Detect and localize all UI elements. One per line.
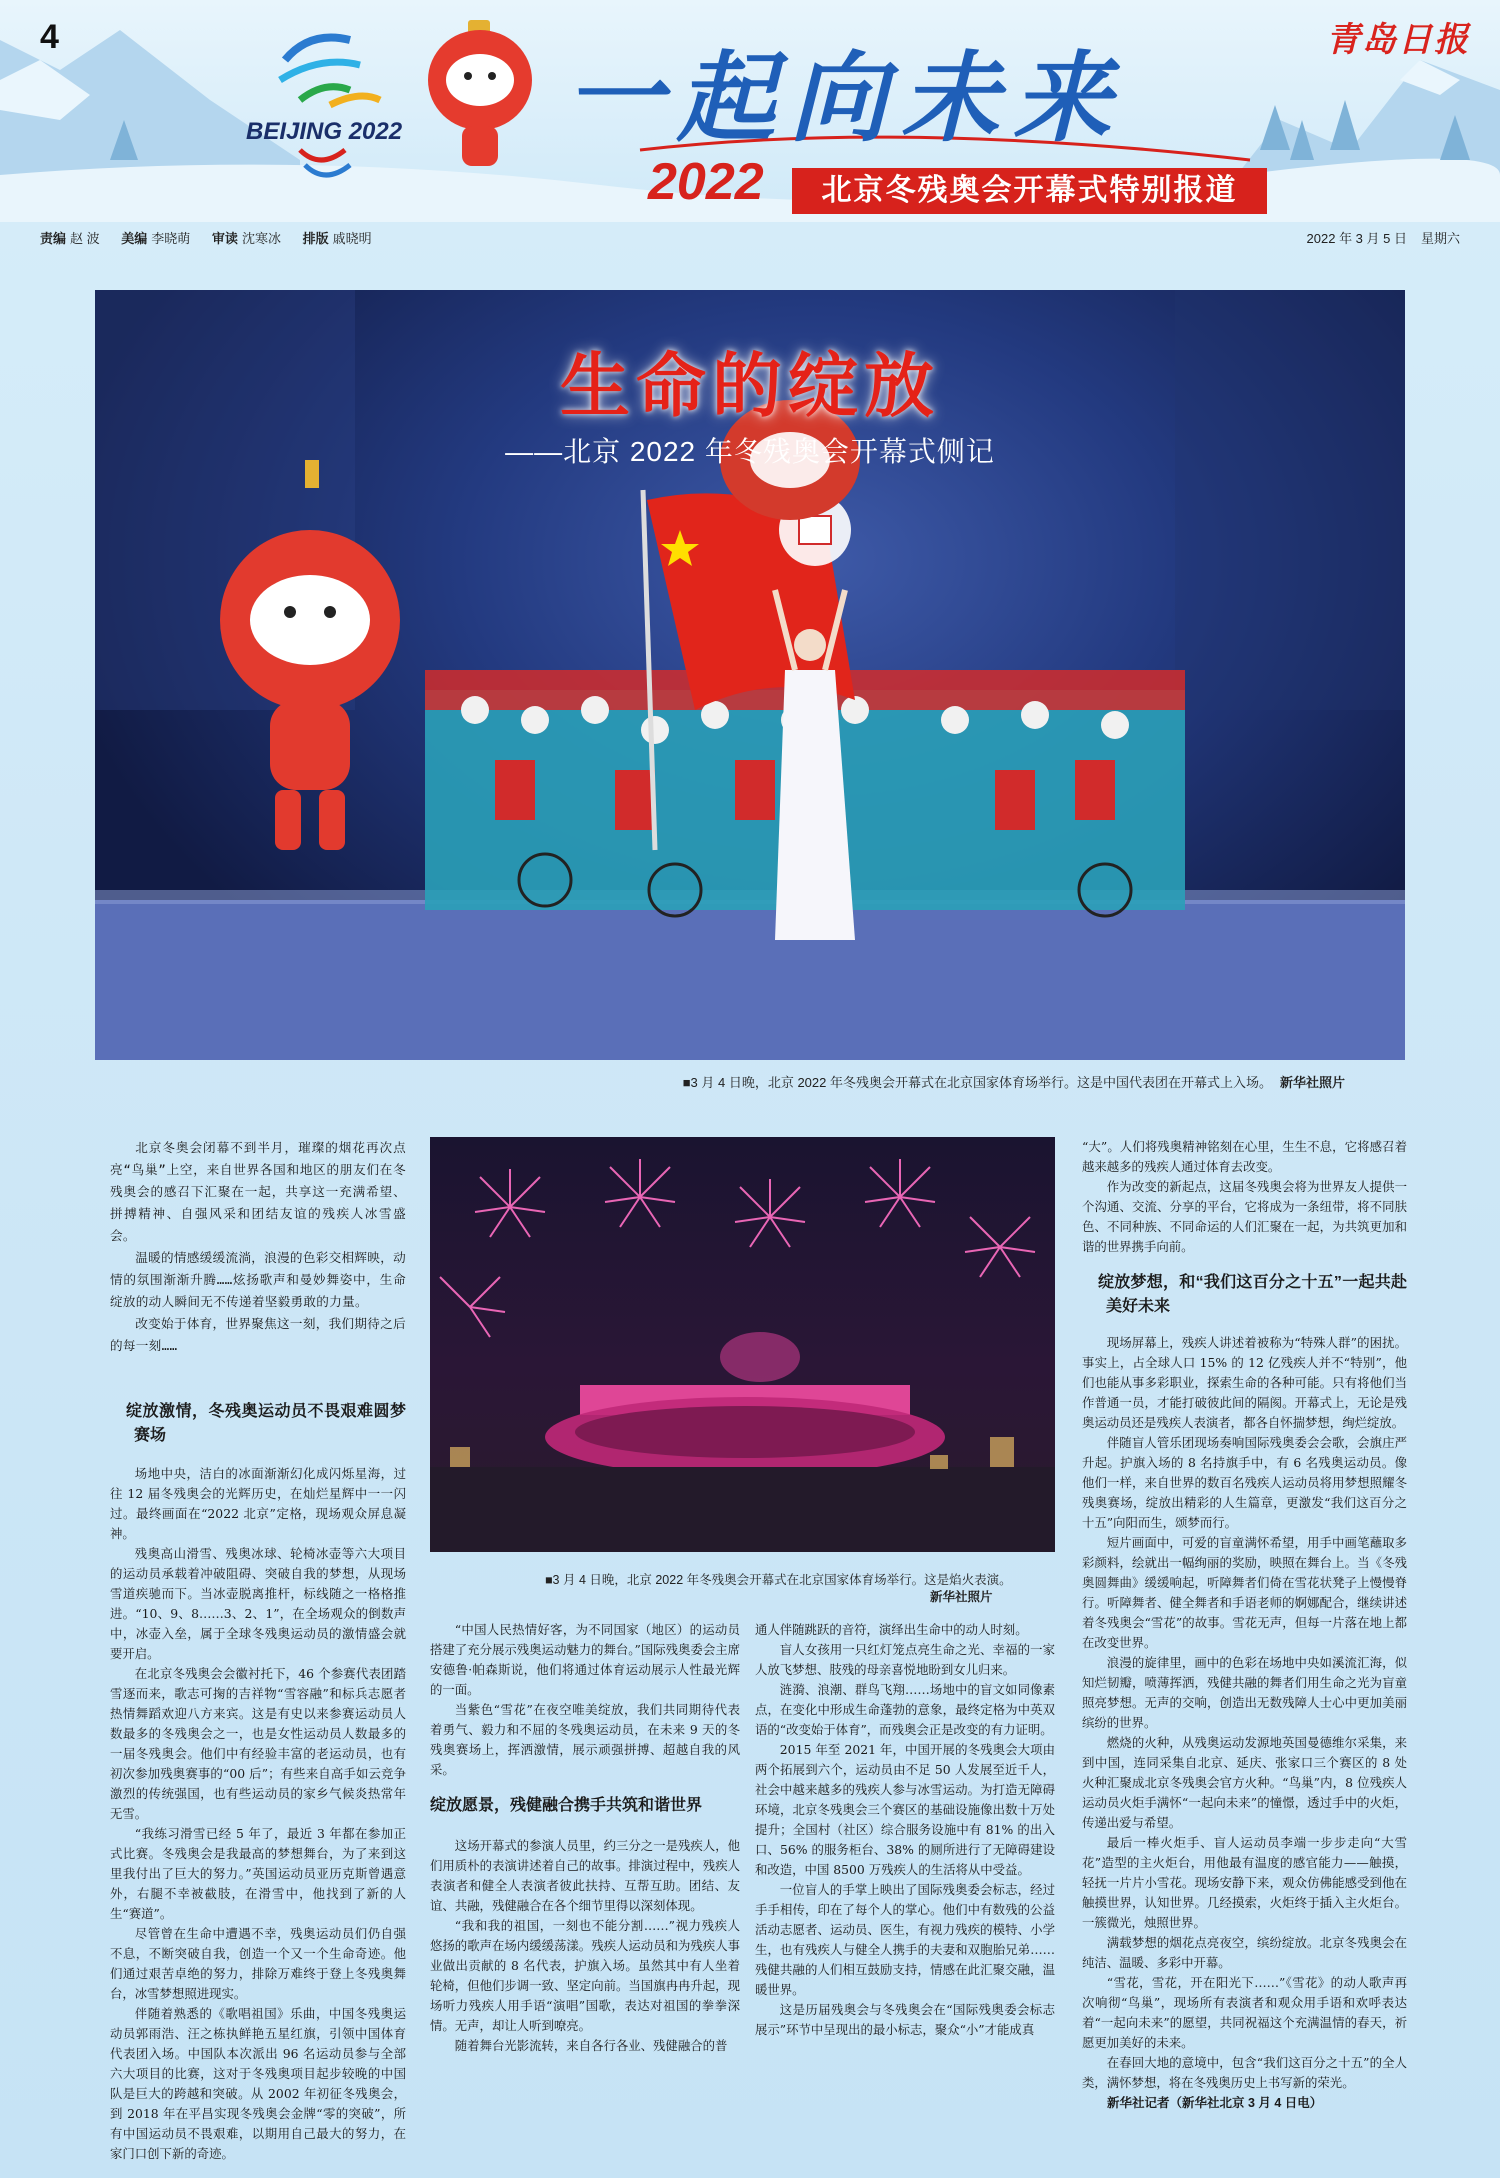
paragraph: 这是历届残奥会与冬残奥会在“国际残奥委会标志展示”环节中呈现出的最小标志，聚众“小”才能成真 bbox=[755, 2002, 1055, 2037]
mascot-lantern-icon bbox=[428, 20, 532, 166]
special-report-banner: 北京冬残奥会开幕式特别报道 bbox=[792, 168, 1267, 214]
staff-name: 赵 波 bbox=[70, 231, 100, 246]
paragraph: 一位盲人的手掌上映出了国际残奥委会标志，经过手手相传，印在了每个人的掌心。他们中有数残的公益活动志愿者、运动员、医生，有视力残疾的模特、小学生，也有残疾人与健全人携手的夫妻和双胞胎兄弟……残健共融的人们相互鼓励支持，情感在此汇聚交融，温暖世界。 bbox=[755, 1882, 1055, 1997]
main-photo-ceremony bbox=[95, 290, 1405, 1060]
paragraph: “中国人民热情好客，为不同国家（地区）的运动员搭建了充分展示残奥运动魅力的舞台。”国际残奥委会主席安德鲁·帕森斯说，他们将通过体育运动展示人性最光辉的一面。 bbox=[430, 1622, 740, 1697]
article-column-3 bbox=[755, 1620, 1055, 2040]
article-column-4 bbox=[1082, 1137, 1407, 2113]
paragraph: 浪漫的旋律里，画中的色彩在场地中央如溪流汇海，似知烂韧瓣，喷薄挥洒，残健共融的舞者们用生命之光为盲童照亮梦想。无声的交响，创造出无数残障人士心中更加美丽缤纷的世界。 bbox=[1082, 1655, 1407, 1730]
paragraph: 盲人女孩用一只红灯笼点亮生命之光、幸福的一家人放飞梦想、肢残的母亲喜悦地盼到女儿归来。 bbox=[755, 1642, 1055, 1677]
firework-photo-caption: ■3 月 4 日晚，北京 2022 年冬残奥会开幕式在北京国家体育场举行。这是焰火表演。 bbox=[545, 1573, 1012, 1587]
staff-name: 沈寒冰 bbox=[241, 231, 281, 246]
paragraph: 伴随着熟悉的《歌唱祖国》乐曲，中国冬残奥运动员郭雨浩、汪之栋执鲜艳五星红旗，引领中国体育代表团入场。中国队本次派出 96 名运动员参与全部六大项目的比赛，这对于冬残奥项目起步较晚的中国队是巨大的跨越和突破。从 2002 年初征冬残奥会，到 2018 年在平昌实现冬残奥会金牌“零的突破”，所有中国运动员不畏艰难，以期用自己最大的努力，在家门口创下新的奇迹。 bbox=[110, 2006, 406, 2161]
section-heading: 绽放梦想，和“我们这百分之十五”一起共赴美好未来 bbox=[1098, 1274, 1407, 1315]
section-title: 一起向未来 bbox=[565, 41, 1126, 156]
firework-photo-credit: 新华社照片 bbox=[930, 1590, 993, 1604]
staff-role: 排版 bbox=[302, 231, 329, 246]
paragraph: 短片画面中，可爱的盲童满怀希望，用手中画笔蘸取多彩颜料，绘就出一幅绚丽的奖励，映照在舞台上。当《冬残奥圆舞曲》缓缓响起，听障舞者们倚在雪花状凳子上慢慢脊行。听障舞者、健全舞者和手语老师的婀娜配合，继续讲述着冬残奥会“雪花”的故事。雪花无声，但每一片落在地上都在改变世界。 bbox=[1082, 1535, 1407, 1650]
paragraph: 燃烧的火种，从残奥运动发源地英国曼德维尔采集，来到中国，连同采集自北京、延庆、张家口三个赛区的 8 处火种汇聚成北京冬残奥会官方火种。“鸟巢”内，8 位残疾人运动员火炬手满怀“一起向未来”的憧憬，透过手中的火炬，传递出爱与希望。 bbox=[1082, 1735, 1407, 1830]
paragraph: 在北京冬残奥会会徽衬托下，46 个参赛代表团踏雪逐而来，歌志可掬的吉祥物“雪容融”和标兵志愿者热情舞蹈欢迎八方来宾。这是有史以来参赛运动员人数最多的冬残奥会之一，也是女性运动员人数最多的一届冬残奥会。他们中有经验丰富的老运动员，也有初次参加残奥赛事的“00 后”；有些来自高手如云竞争激烈的传统强国，也有些运动员的家乡气候炎热常年无雪。 bbox=[110, 1666, 406, 1821]
paragraph: 涟漪、浪潮、群鸟飞翔……场地中的盲文如同像素点，在变化中形成生命蓬勃的意象，最终定格为中英双语的“改变始于体育”，而残奥会正是改变的有力证明。 bbox=[755, 1682, 1055, 1737]
paragraph: 残奥高山滑雪、残奥冰球、轮椅冰壶等六大项目的运动员承载着冲破阻碍、突破自我的梦想，从现场雪道疾驰而下。当冰壶脱离推杆，标线随之一格格推进。“10、9、8……3、2、1”，在全场观众的倒数声中，冰壶入垒，属于全球冬残奥运动员的激情盛会就要开启。 bbox=[110, 1546, 406, 1661]
paragraph: 当紫色“雪花”在夜空唯美绽放，我们共同期待代表着勇气、毅力和不屈的冬残奥运动员，在未来 9 天的冬残奥赛场上，挥洒激情，展示顽强拼搏、超越自我的风采。 bbox=[430, 1702, 740, 1777]
staff-role: 审读 bbox=[211, 231, 238, 246]
paragraph: 满载梦想的烟花点亮夜空，缤纷绽放。北京冬残奥会在纯洁、温暖、多彩中开幕。 bbox=[1082, 1935, 1407, 1970]
staff-credits bbox=[40, 228, 390, 247]
paragraph: “我练习滑雪已经 5 年了，最近 3 年都在参加正式比赛。冬残奥会是我最高的梦想舞台，为了来到这里我付出了巨大的努力。”英国运动员亚历克斯曾遇意外，右腿不幸被截肢，在滑雪中，他找到了新的人生“赛道”。 bbox=[110, 1826, 406, 1921]
staff-role: 美编 bbox=[121, 231, 148, 246]
stage-floor bbox=[95, 900, 1405, 1060]
smoke-cloud bbox=[720, 1332, 800, 1382]
article-intro bbox=[110, 1137, 406, 1357]
date-text: 2022 年 3 月 5 日 bbox=[1306, 231, 1407, 246]
firework-photo bbox=[430, 1137, 1055, 1552]
paragraph: 2015 年至 2021 年，中国开展的冬残奥会大项由两个拓展到六个，运动员由不足 50 人发展至近千人，社会中越来越多的残疾人参与冰雪运动。为打造无障碍环境，北京冬残奥会三个赛区的基础设施像出数十万处提升；全国村（社区）综合服务设施中有 81% 的出入口、56% 的服务柜台、38% 的厕所进行了无障碍建设和改造，中国 8500 万残疾人的生活将从中受益。 bbox=[755, 1742, 1055, 1877]
intro-paragraph: 北京冬奥会闭幕不到半月，璀璨的烟花再次点亮“鸟巢”上空，来自世界各国和地区的朋友们在冬残奥会的感召下汇聚在一起，共享这一充满希望、拼搏精神、自强风采和团结友谊的残疾人冰雪盛会。 bbox=[110, 1140, 406, 1243]
intro-paragraph: 改变始于体育，世界聚焦这一刻，我们期待之后的每一刻…… bbox=[110, 1316, 406, 1353]
fireworks-bursts bbox=[440, 1159, 1035, 1337]
firework-illustration bbox=[430, 1137, 1055, 1552]
issue-date bbox=[1293, 228, 1460, 247]
weekday-text: 星期六 bbox=[1420, 231, 1460, 246]
paragraph: 作为改变的新起点，这届冬残奥会将为世界友人提供一个沟通、交流、分享的平台，它将成为一条纽带，将不同肤色、不同种族、不同命运的人们汇聚在一起，为共筑更加和谐的世界携手向前。 bbox=[1082, 1179, 1407, 1254]
paragraph: “大”。人们将残奥精神铭刻在心里，生生不息，它将感召着越来越多的残疾人通过体育去改变。 bbox=[1082, 1139, 1407, 1174]
city-skyline bbox=[430, 1467, 1055, 1552]
masthead bbox=[0, 0, 1500, 222]
games-logo-text: BEIJING 2022 bbox=[246, 118, 403, 145]
staff-role: 责编 bbox=[40, 231, 67, 246]
article-headline: 生命的绽放 bbox=[560, 344, 940, 427]
article-column-2 bbox=[430, 1620, 740, 2056]
caption-text: ■3 月 4 日晚，北京 2022 年冬残奥会开幕式在北京国家体育场举行。这是中国代表团在开幕式上入场。 bbox=[682, 1075, 1272, 1090]
article-column-1 bbox=[110, 1400, 406, 2164]
paragraph: 最后一棒火炬手、盲人运动员李端一步步走向“大雪花”造型的主火炬台，用他最有温度的感官能力——触摸，轻抚一片片小雪花。现场安静下来，观众仿佛能感受到他在触摸世界，认知世界。几经摸索，火炬终于插入主火炬台。一簇微光，烛照世界。 bbox=[1082, 1835, 1407, 1930]
paragraph: 在春回大地的意境中，包含“我们这百分之十五”的全人类，满怀梦想，将在冬残奥历史上书写新的荣光。 bbox=[1082, 2055, 1407, 2090]
page-number: 4 bbox=[40, 18, 59, 56]
paragraph: 这场开幕式的参演人员里，约三分之一是残疾人，他们用质朴的表演讲述着自己的故事。排演过程中，残疾人表演者和健全人表演者彼此扶持、互帮互助。团结、友谊、共融，残健融合在各个细节里得以深刻体现。 bbox=[430, 1838, 740, 1913]
beijing-2022-emblem bbox=[280, 38, 380, 176]
paragraph: “我和我的祖国，一刻也不能分割……”视力残疾人悠扬的歌声在场内缓缓荡漾。残疾人运动员和为残疾人事业做出贡献的 8 名代表，护旗入场。虽然其中有人坐着轮椅，但他们步调一致、坚定向前。当国旗冉冉升起，现场听力残疾人用手语“演唱”国歌，表达对祖国的拳拳深情。无声，却让人听到嘹亮。 bbox=[430, 1918, 740, 2033]
paragraph: 现场屏幕上，残疾人讲述着被称为“特殊人群”的困扰。事实上，占全球人口 15% 的 12 亿残疾人并不“特别”，他们也能从事多彩职业，探索生命的各种可能。只有将他们当作普通一员，才能打破彼此间的隔阂。开幕式上，无论是残奥运动员还是残疾人表演者，都各自怀揣梦想，绚烂绽放。 bbox=[1082, 1335, 1407, 1430]
paragraph: 通人伴随跳跃的音符，演绎出生命中的动人时刻。 bbox=[755, 1622, 1028, 1637]
newspaper-name: 青岛日报 bbox=[1326, 20, 1470, 60]
main-photo-caption bbox=[95, 1072, 1345, 1091]
section-heading: 绽放激情，冬残奥运动员不畏艰难圆梦赛场 bbox=[126, 1403, 406, 1444]
paragraph: “雪花，雪花，开在阳光下……”《雪花》的动人歌声再次响彻“鸟巢”，现场所有表演者和观众用手语和欢呼表达着“一起向未来”的愿望，共同祝福这个充满温情的春天，祈愿更加美好的未来。 bbox=[1082, 1975, 1407, 2050]
paragraph: 伴随盲人管乐团现场奏响国际残奥委会会歌，会旗庄严升起。护旗入场的 8 名持旗手中，有 6 名残奥运动员。像他们一样，来自世界的数百名残疾人运动员将用梦想照耀冬残奥赛场，绽放出精彩的人生篇章，更激发“我们这百分之十五”向阳而生，颂梦而行。 bbox=[1082, 1435, 1407, 1530]
intro-paragraph: 温暖的情感缓缓流淌，浪漫的色彩交相辉映，动情的氛围渐渐升腾……炫扬歌声和曼妙舞姿中，生命绽放的动人瞬间无不传递着坚毅勇敢的力量。 bbox=[110, 1250, 406, 1309]
article-byline: 新华社记者（新华社北京 3 月 4 日电） bbox=[1107, 2096, 1323, 2110]
paragraph: 场地中央，洁白的冰面渐渐幻化成闪烁星海，过往 12 届冬残奥会的光辉历史，在灿烂星辉中一一闪过。最终画面在“2022 北京”定格，现场观众屏息凝神。 bbox=[110, 1466, 406, 1541]
staff-name: 戚晓明 bbox=[332, 231, 372, 246]
paragraph: 随着舞台光影流转，来自各行各业、残健融合的普 bbox=[454, 2038, 728, 2053]
paragraph: 尽管曾在生命中遭遇不幸，残奥运动员们仍自强不息，不断突破自我，创造一个又一个生命奇迹。他们通过艰苦卓绝的努力，排除万难终于登上冬残奥舞台，冰雪梦想照进现实。 bbox=[110, 1926, 406, 2001]
article-subheadline: ——北京 2022 年冬残奥会开幕式侧记 bbox=[505, 436, 995, 467]
section-heading: 绽放愿景，残健融合携手共筑和谐世界 bbox=[430, 1797, 703, 1814]
photo-credit: 新华社照片 bbox=[1279, 1075, 1345, 1090]
staff-name: 李晓萌 bbox=[151, 231, 191, 246]
year-text: 2022 bbox=[648, 153, 764, 211]
